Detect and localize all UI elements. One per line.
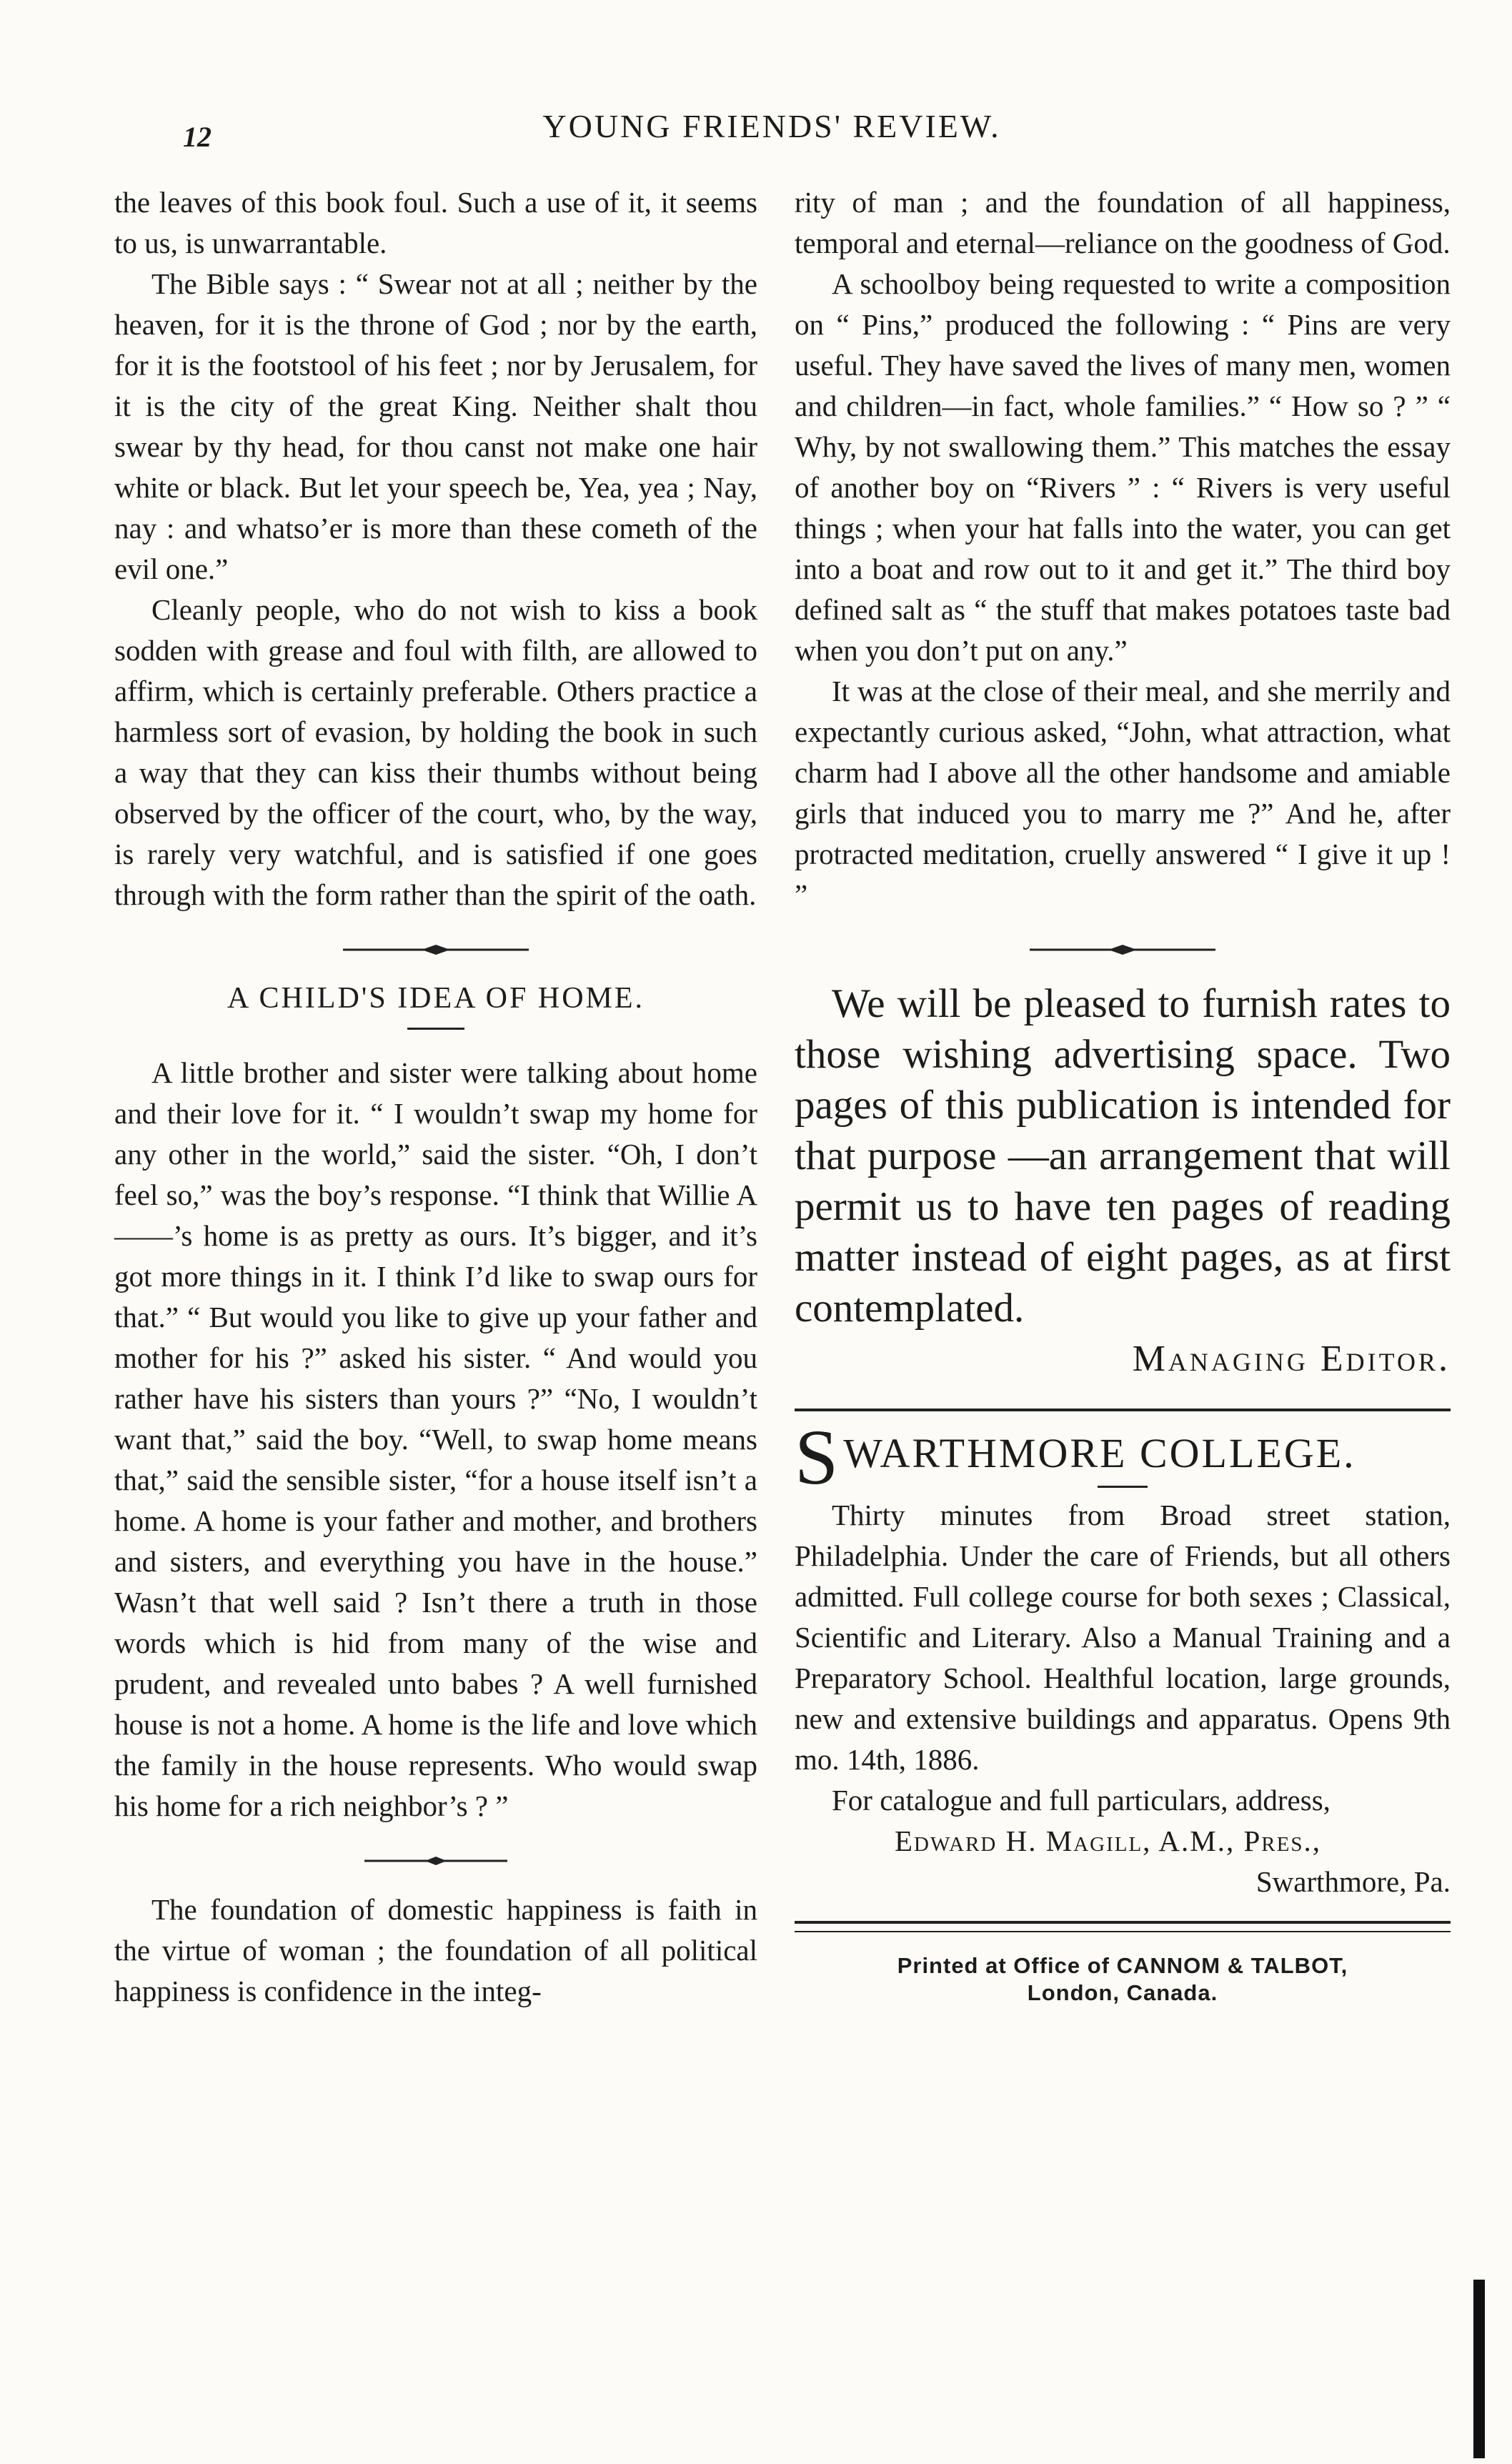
printer-line-1: Printed at Office of CANNOM & TALBOT, <box>897 1953 1348 1978</box>
title-rule <box>407 1028 464 1030</box>
running-title: YOUNG FRIENDS' REVIEW. <box>542 108 1001 144</box>
foundation-paragraph-end: rity of man ; and the foundation of all happiness, temporal and eternal—reliance on the goodness of God. <box>795 186 1451 259</box>
meal-paragraph: It was at the close of their meal, and she merrily and expectantly curious asked, “John, what attraction, what charm had I above all the other handsome and amiable girls that induced you to marry me ?” And he, after protracted meditation, cruelly answered “ I give it up ! ” <box>795 675 1451 911</box>
section-rule <box>795 1409 1451 1411</box>
right-column <box>795 182 1451 2007</box>
college-description: Thirty minutes from Broad street station, Philadelphia. Under the care of Friends, but all others admitted. Full college course for both sexes ; Classical, Scientific and Literary. Also a Manual Training and a Preparatory School. Healthful location, large grounds, new and extensive buildings and apparatus. Opens 9th mo. 14th, 1886. <box>795 1499 1451 1776</box>
college-dropcap: S <box>795 1414 841 1501</box>
page-edge-bar <box>1473 2280 1485 2458</box>
printer-line-2: London, Canada. <box>1027 1980 1218 2005</box>
foundation-paragraph-start: The foundation of domestic happiness is faith in the virtue of woman ; the foundation of all political happiness is confidence in the integ- <box>114 1893 757 2007</box>
article-title: A CHILD'S IDEA OF HOME. <box>227 982 645 1015</box>
schoolboy-paragraph: A schoolboy being requested to write a composition on “ Pins,” produced the following : “ Pins are very useful. They have saved the lives of many men, women and children—in fact, whole families.” “ How so ? ” “ Why, by not swallowing them.” This matches the essay of another boy on “Rivers ” : “ Rivers is very useful things ; when your hat falls into the water, you can get into a boat and row out to it and get it.” The third boy defined salt as “ the stuff that makes potatoes taste bad when you don’t put on any.” <box>795 267 1451 667</box>
double-rule-bottom <box>795 1931 1451 1932</box>
ornamental-divider <box>1030 943 1215 957</box>
oath-paragraph: the leaves of this book foul. Such a use of it, it seems to us, is unwarrantable. <box>114 186 757 259</box>
college-location: Swarthmore, Pa. <box>1255 1865 1451 1898</box>
article-body: A little brother and sister were talking about home and their love for it. “ I wouldn’t swap my home for any other in the world,” said the sister. “Oh, I don’t feel so,” was the boy’s response. “I think that Willie A——’s home is as pretty as ours. It’s bigger, and it’s got more things in it. I think I’d like to swap ours for that.” “ But would you like to give up your father and mother for his ?” asked his sister. “ And would you rather have his sisters than yours ?” “No, I wouldn’t want that,” said the boy. “Well, to swap home means that,” said the sensible sister, “for a house itself isn’t a home. A home is your father and mother, and brothers and sisters, and everything you have in the house.” Wasn’t that well said ? Isn’t there a truth in those words which is hid from many of the wise and prudent, and revealed unto babes ? A well furnished house is not a home. A home is the life and love which the family in the house represents. Who would swap his home for a rich neighbor’s ? ” <box>114 1056 757 1822</box>
college-title-text: WARTHMORE COLLEGE. <box>843 1430 1356 1476</box>
managing-editor-signature: Managing Editor. <box>1132 1338 1451 1379</box>
double-rule-top <box>795 1921 1451 1924</box>
oath-paragraph: Cleanly people, who do not wish to kiss a book sodden with grease and foul with filth, are allowed to affirm, which is certainly preferable. Others practice a harmless sort of evasion, by holding the book in such a way that they can kiss their thumbs without being observed by the officer of the court, who, by the way, is rarely very watchful, and is satisfied if one goes through with the form rather than the spirit of the oath. <box>114 593 757 911</box>
advertising-text: We will be pleased to furnish rates to those wishing advertising space. Two pages of this publication is intended for that purpose —an arrangement that will permit us to have ten pages of reading matter instead of eight pages, as at first contemplated. <box>795 981 1451 1331</box>
oath-paragraph: The Bible says : “ Swear not at all ; neither by the heaven, for it is the throne of God ; nor by the earth, for it is the footstool of his feet ; nor by Jerusalem, for it is the city of the great King. Neither shalt thou swear by thy head, for thou canst not make one hair white or black. But let your speech be, Yea, yea ; Nay, nay : and whatso’er is more than these cometh of the evil one.” <box>114 267 757 585</box>
college-president: Edward H. Magill, A.M., Pres., <box>895 1824 1321 1857</box>
college-catalogue: For catalogue and full particulars, address, <box>832 1784 1331 1817</box>
ornamental-divider <box>343 943 529 957</box>
college-title <box>795 1414 1451 1501</box>
college-title-rule <box>1098 1486 1148 1488</box>
ornamental-divider <box>364 1854 507 1868</box>
printer-imprint <box>795 1952 1451 2007</box>
page-number: 12 <box>183 121 212 153</box>
advertising-notice <box>795 978 1451 1384</box>
left-column <box>114 182 757 2012</box>
